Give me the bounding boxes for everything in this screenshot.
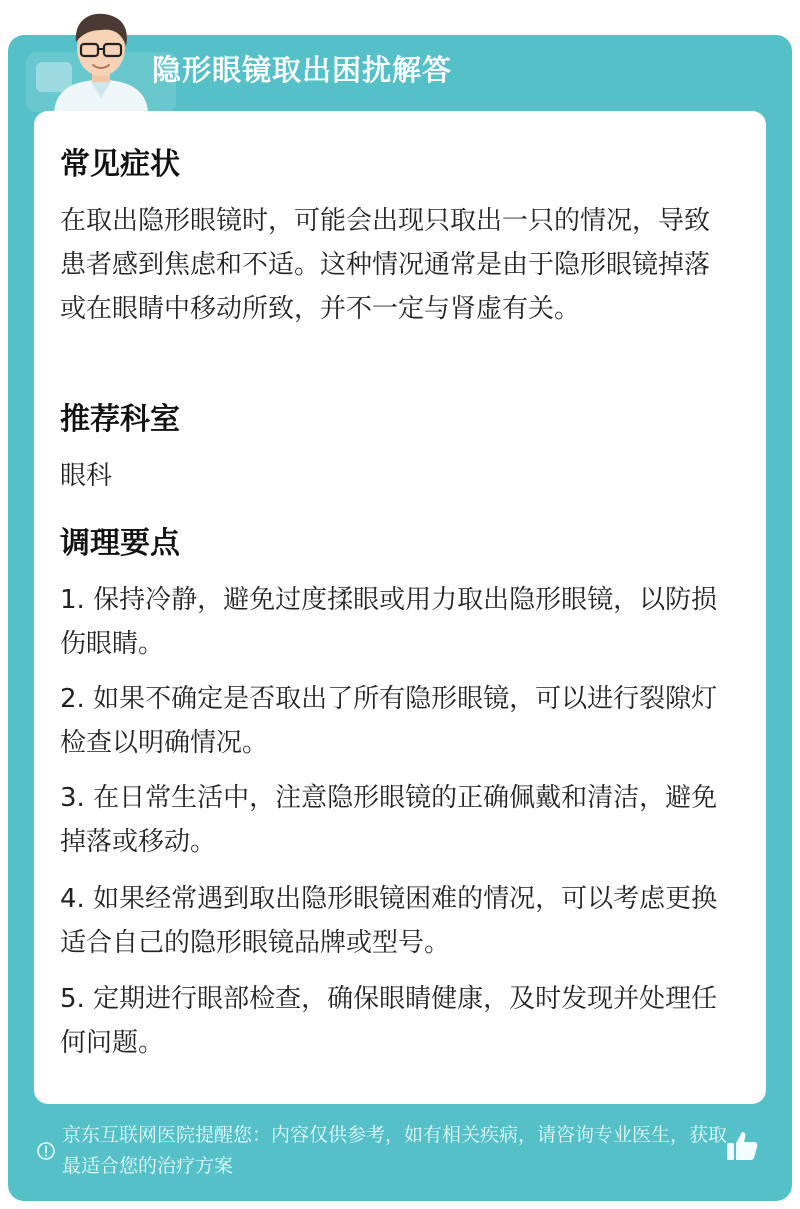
thumbs-up-icon[interactable]: [724, 1128, 760, 1164]
list-item: 1. 保持冷静，避免过度揉眼或用力取出隐形眼镜，以防损伤眼睛。: [60, 585, 718, 659]
section-title-symptoms: 常见症状: [60, 147, 180, 182]
list-item: 4. 如果经常遇到取出隐形眼镜困难的情况，可以考虑更换适合自己的隐形眼镜品牌或型号。: [60, 884, 718, 958]
list-item: 3. 在日常生活中，注意隐形眼镜的正确佩戴和清洁，避免掉落或移动。: [60, 783, 718, 857]
disclaimer-text: 京东互联网医院提醒您：内容仅供参考，如有相关疾病，请咨询专业医生，获取最适合您的治疗方案: [62, 1124, 728, 1177]
content-card: [34, 111, 766, 1104]
symptoms-text: 在取出隐形眼镜时，可能会出现只取出一只的情况，导致患者感到焦虑和不适。这种情况通常是由于隐形眼镜掉落或在眼睛中移动所致，并不一定与肾虚有关。: [60, 206, 711, 324]
list-item: 5. 定期进行眼部检查，确保眼睛健康，及时发现并处理任何问题。: [60, 984, 718, 1058]
info-icon: [36, 1141, 56, 1161]
department-text: 眼科: [60, 461, 113, 491]
doctor-avatar-icon: [46, 8, 156, 112]
section-title-care: 调理要点: [60, 526, 180, 561]
section-title-department: 推荐科室: [60, 402, 180, 437]
list-item: 2. 如果不确定是否取出了所有隐形眼镜，可以进行裂隙灯检查以明确情况。: [60, 684, 718, 758]
page-title: 隐形眼镜取出困扰解答: [152, 53, 453, 87]
